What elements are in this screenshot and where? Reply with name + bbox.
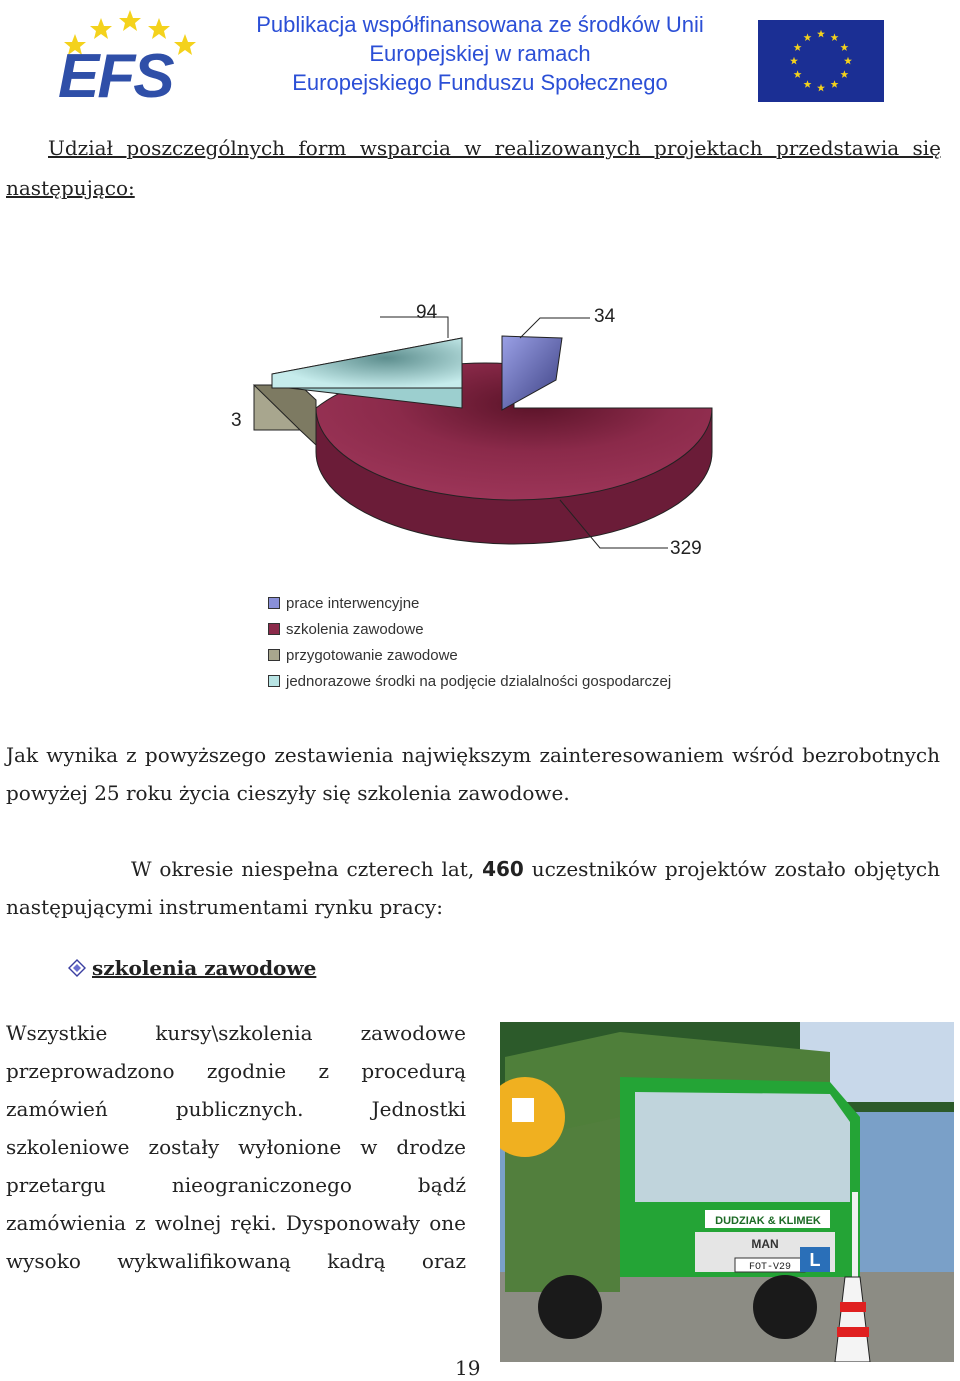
truck-sign: DUDZIAK & KLIMEK	[715, 1215, 821, 1227]
slice-przygotowanie-zawodowe	[254, 385, 316, 445]
bullet-item	[68, 956, 316, 980]
data-label-3: 3	[231, 410, 242, 431]
truck-brand: MAN	[751, 1237, 779, 1251]
chart-legend	[268, 590, 671, 694]
legend-item: szkolenia zawodowe	[268, 616, 671, 642]
page-number: 19	[455, 1356, 481, 1380]
intro-line-1: Udział poszczególnych form wsparcia w realizowanych projektach przedstawia się	[48, 136, 941, 160]
paragraph-participants: W okresie niespełna czterech lat, 460 uczestników projektów zostało objętych następującymi instrumentami rynku pracy:	[6, 857, 941, 919]
svg-text:L: L	[809, 1250, 821, 1270]
legend-item: jednorazowe środki na podjęcie dzialalności gospodarczej	[268, 668, 671, 694]
legend-item: przygotowanie zawodowe	[268, 642, 671, 668]
legend-item: prace interwencyjne	[268, 590, 671, 616]
paragraph-summary: Jak wynika z powyższego zestawienia największym zainteresowaniem wśród bezrobotnych powyżej 25 roku życia cieszyły się szkolenia zawodowe.	[6, 743, 940, 805]
participants-count: 460	[482, 857, 524, 881]
pie-chart	[0, 280, 960, 580]
legend-swatch	[268, 675, 280, 687]
data-label-34: 34	[594, 306, 616, 327]
license-plate: FOT-V29	[748, 1262, 792, 1273]
eu-flag	[758, 20, 884, 102]
data-label-94: 94	[416, 302, 438, 323]
bullet-text: szkolenia zawodowe	[92, 956, 317, 980]
diamond-bullet-icon	[68, 959, 86, 977]
legend-swatch	[268, 597, 280, 609]
intro-line-2: następująco:	[6, 176, 135, 200]
publication-title: Publikacja współfinansowana ze środków Unii Europejskiej w ramach Europejskiego Funduszu Społecznego	[256, 12, 704, 95]
legend-swatch	[268, 623, 280, 635]
slice-prace-interwencyjne	[502, 336, 562, 410]
truck-photo	[500, 1022, 954, 1362]
data-label-329: 329	[670, 538, 702, 559]
legend-swatch	[268, 649, 280, 661]
paragraph-courses: Wszystkie kursy\szkolenia zawodowe przeprowadzono zgodnie z procedurą zamówień publicznych. Jednostki szkoleniowe zostały wyłonione w drodze przetargu nieograniczonego bądź zamówienia z wolnej ręki. Dysponowały one wysoko wykwalifikowaną kadrą oraz	[6, 1021, 466, 1273]
efs-logo-text: EFS	[58, 42, 173, 111]
